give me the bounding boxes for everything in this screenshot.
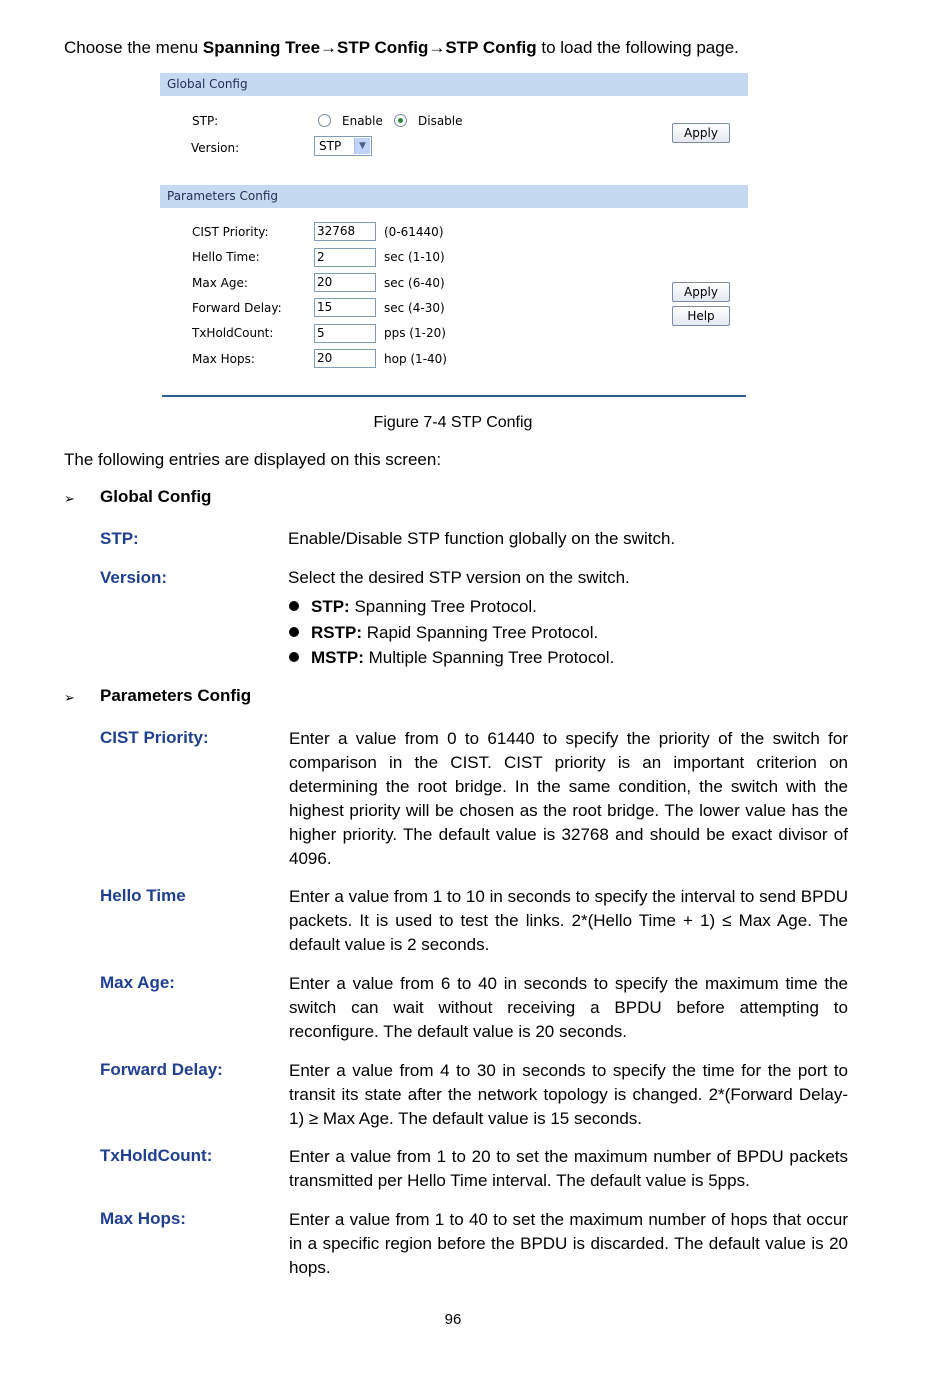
max-age-label: Max Age: — [192, 276, 248, 290]
hello-time-term: Hello Time — [100, 886, 186, 905]
hello-time-desc: Enter a value from 1 to 10 in seconds to specify the interval to send BPDU packets. It is used to test the links. 2*(Hello Time + 1) ≤ Max Age. The default value is 2 seconds. — [289, 887, 848, 954]
max-age-range: sec (6-40) — [384, 276, 445, 290]
bullet-text: Multiple Spanning Tree Protocol. — [363, 648, 615, 667]
version-select[interactable] — [314, 136, 372, 156]
bullet-term: STP: — [311, 597, 350, 616]
bullet-text: Spanning Tree Protocol. — [349, 597, 537, 616]
forward-delay-range: sec (4-30) — [384, 301, 445, 315]
forward-delay-label: Forward Delay: — [192, 301, 282, 315]
page-number: 96 — [444, 1311, 462, 1328]
stp-config-screenshot — [160, 72, 748, 400]
panel-bottom-divider — [162, 395, 746, 397]
parameters-apply-button[interactable]: Apply — [672, 282, 730, 302]
intro-suffix: to load the following page. — [536, 38, 739, 57]
stp-label: STP: — [192, 114, 219, 128]
forward-delay-term: Forward Delay: — [100, 1060, 223, 1079]
figure-caption: Figure 7-4 STP Config — [373, 414, 533, 431]
hello-time-label: Hello Time: — [192, 250, 260, 264]
stp-desc: Enable/Disable STP function globally on the switch. — [288, 529, 676, 548]
bullet-term: MSTP: — [311, 648, 364, 667]
max-age-term: Max Age: — [100, 973, 175, 992]
txholdcount-desc: Enter a value from 1 to 20 to set the maximum number of BPDU packets transmitted per Hello Time interval. The default value is 5pps. — [289, 1147, 848, 1190]
txholdcount-term: TxHoldCount: — [100, 1146, 213, 1165]
global-config-header: Global Config — [160, 73, 748, 96]
version-desc: Select the desired STP version on the switch. — [288, 568, 630, 587]
bullet-dot-icon — [289, 627, 299, 637]
bullet-dot-icon — [289, 652, 299, 662]
parameters-config-header: Parameters Config — [160, 185, 748, 208]
forward-delay-input[interactable]: 15 — [314, 298, 376, 317]
disable-label: Disable — [418, 114, 463, 128]
cist-priority-term: CIST Priority: — [100, 728, 209, 747]
cist-priority-input[interactable]: 32768 — [314, 222, 376, 241]
version-value: STP — [319, 139, 342, 153]
hello-time-range: sec (1-10) — [384, 250, 445, 264]
entries-intro: The following entries are displayed on this screen: — [64, 450, 442, 469]
intro-sentence — [64, 38, 739, 58]
max-age-input[interactable]: 20 — [314, 273, 376, 292]
bullet-dot-icon — [289, 601, 299, 611]
cist-priority-label: CIST Priority: — [192, 225, 269, 239]
cist-priority-desc: Enter a value from 0 to 61440 to specify the priority of the switch for comparison in the CIST. CIST priority is an important criterion on determining the root bridge. In the same condition, the switch with the highest priority will be chosen as the root bridge. The lower value has the higher priority. The default value is 32768 and should be exact divisor of 4096. — [289, 729, 848, 868]
cist-priority-range: (0-61440) — [384, 225, 444, 239]
version-term: Version: — [100, 568, 168, 587]
global-apply-button[interactable]: Apply — [672, 123, 730, 143]
max-age-desc: Enter a value from 6 to 40 in seconds to specify the maximum time the switch can wait without receiving a BPDU before attempting to reconfigure. The default value is 20 seconds. — [289, 974, 848, 1041]
forward-delay-desc: Enter a value from 4 to 30 in seconds to specify the time for the port to transit its state after the network topology is changed. 2*(Forward Delay-1) ≥ Max Age. The default value is 15 seconds. — [289, 1061, 848, 1128]
global-config-title: Global Config — [100, 487, 212, 506]
enable-radio[interactable] — [318, 114, 331, 127]
bullet-stp — [289, 597, 537, 617]
section-arrow-icon: ➢ — [64, 690, 75, 705]
disable-radio[interactable] — [394, 114, 407, 127]
section-arrow-icon: ➢ — [64, 491, 75, 506]
bullet-mstp — [289, 648, 614, 668]
max-hops-desc: Enter a value from 1 to 40 to set the maximum number of hops that occur in a specific region before the BPDU is discarded. The default value is 20 hops. — [289, 1210, 848, 1277]
parameters-config-title: Parameters Config — [100, 686, 252, 705]
bullet-rstp — [289, 623, 598, 643]
intro-prefix: Choose the menu — [64, 38, 203, 57]
max-hops-term: Max Hops: — [100, 1209, 186, 1228]
txholdcount-input[interactable]: 5 — [314, 324, 376, 343]
stp-term: STP: — [100, 529, 139, 548]
max-hops-input[interactable]: 20 — [314, 349, 376, 368]
bullet-term: RSTP: — [311, 623, 362, 642]
version-label: Version: — [191, 141, 240, 155]
enable-label: Enable — [342, 114, 383, 128]
txholdcount-range: pps (1-20) — [384, 326, 446, 340]
chevron-down-icon[interactable]: ▼ — [354, 138, 370, 154]
max-hops-label: Max Hops: — [192, 352, 255, 366]
max-hops-range: hop (1-40) — [384, 352, 447, 366]
menu-path: Spanning Tree→STP Config→STP Config — [202, 38, 537, 57]
help-button[interactable]: Help — [672, 306, 730, 326]
txholdcount-label: TxHoldCount: — [192, 326, 274, 340]
bullet-text: Rapid Spanning Tree Protocol. — [362, 623, 599, 642]
hello-time-input[interactable]: 2 — [314, 248, 376, 267]
